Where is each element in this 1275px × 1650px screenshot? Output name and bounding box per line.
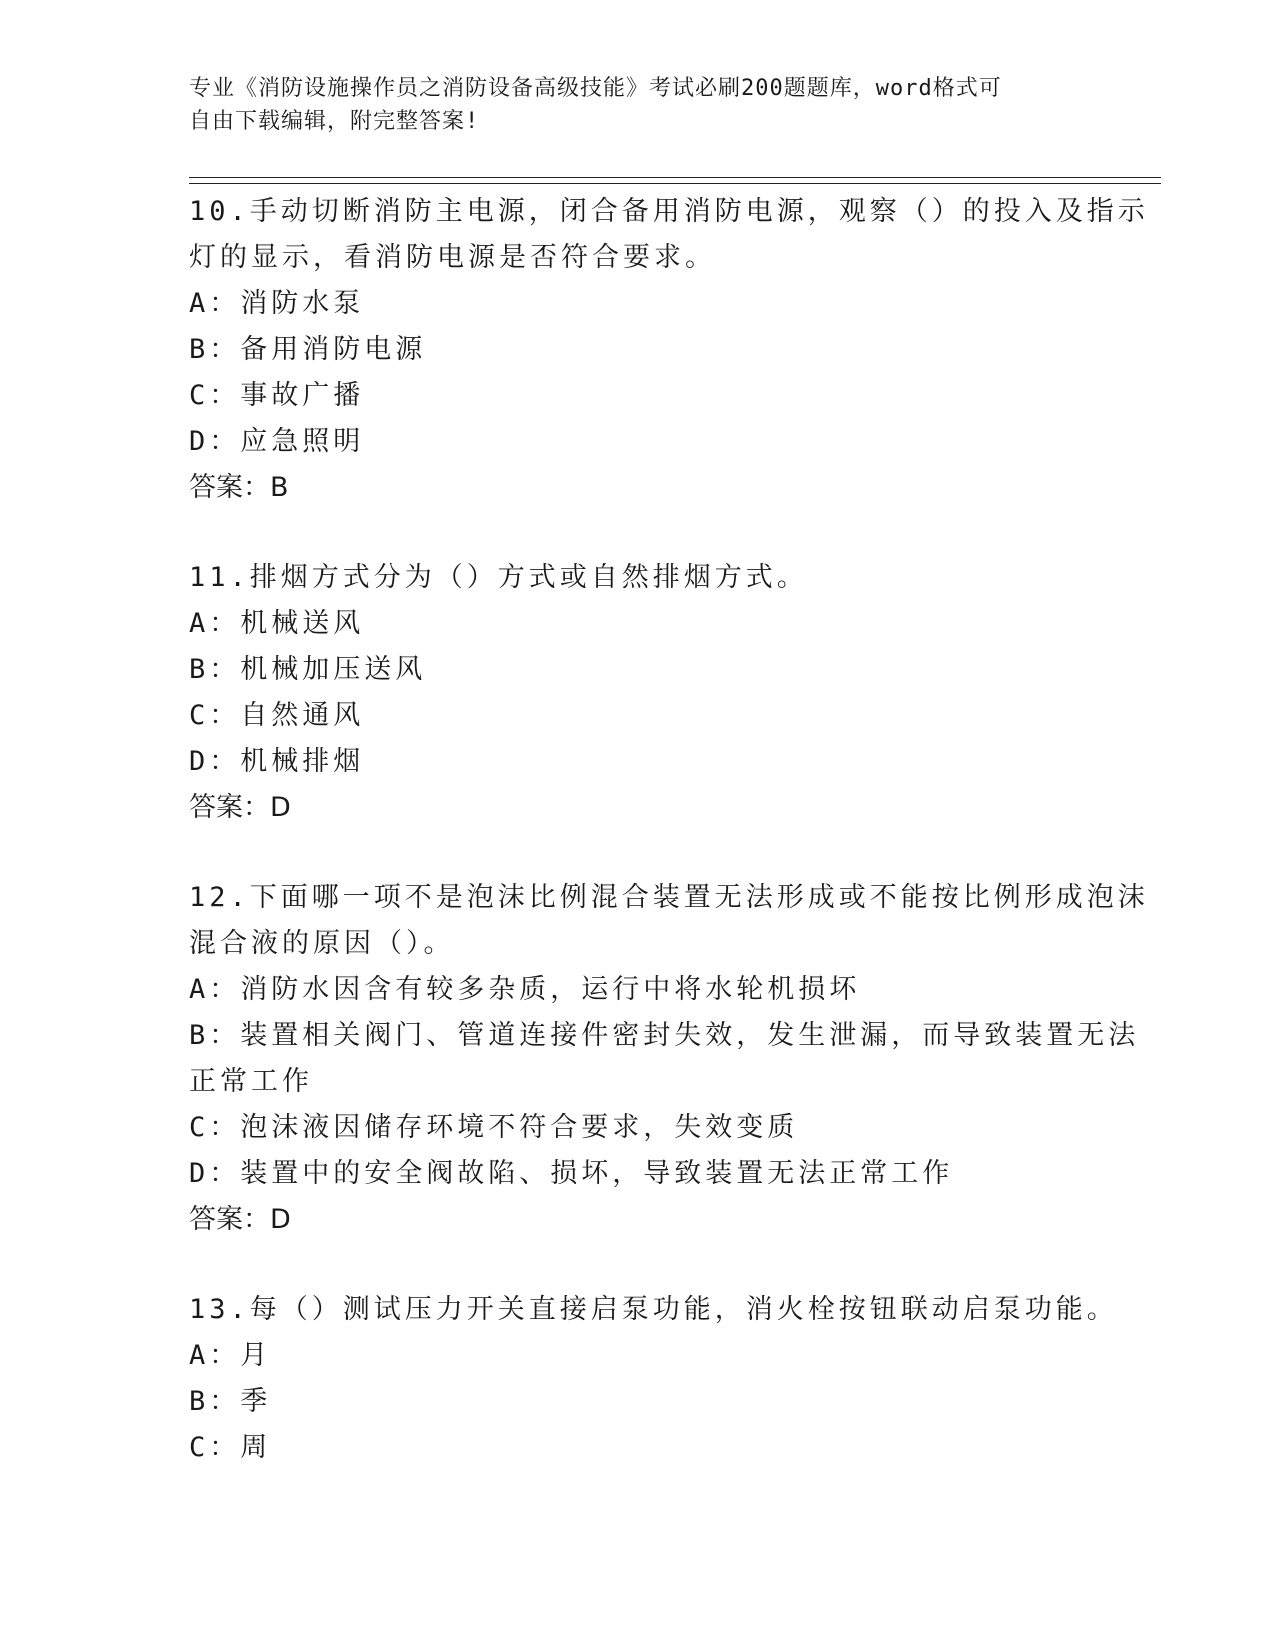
option-b-continued: 正常工作 [189, 1066, 313, 1097]
option-a: A：月 [189, 1340, 272, 1371]
option-a: A：消防水泵 [189, 288, 365, 319]
option-a: A：机械送风 [189, 608, 365, 639]
question-10 [189, 189, 1149, 511]
answer-text: 答案：D [189, 792, 291, 823]
option-d: D：应急照明 [189, 426, 365, 457]
question-stem: 11.排烟方式分为（）方式或自然排烟方式。 [189, 562, 808, 593]
header-line-1: 专业《消防设施操作员之消防设备高级技能》考试必刷200题题库，word格式可 [189, 76, 1002, 101]
question-stem: 灯的显示，看消防电源是否符合要求。 [189, 242, 716, 273]
question-stem: 12.下面哪一项不是泡沫比例混合装置无法形成或不能按比例形成泡沫 [189, 882, 1149, 913]
option-c: C：自然通风 [189, 700, 365, 731]
option-c: C：事故广播 [189, 380, 365, 411]
question-11 [189, 555, 1089, 831]
header-line-2: 自由下载编辑，附完整答案! [189, 109, 480, 134]
question-stem: 13.每（）测试压力开关直接启泵功能，消火栓按钮联动启泵功能。 [189, 1294, 1118, 1325]
question-13 [189, 1287, 1118, 1471]
question-list [189, 189, 1149, 1515]
answer-text: 答案：B [189, 472, 289, 503]
answer-text: 答案：D [189, 1204, 291, 1235]
header-divider-top [189, 177, 1161, 178]
question-12 [189, 875, 1149, 1243]
option-b: B：机械加压送风 [189, 654, 427, 685]
header-divider-bottom [189, 183, 1161, 184]
question-stem: 混合液的原因（）。 [189, 928, 455, 959]
option-b: B：季 [189, 1386, 272, 1417]
option-a: A：消防水因含有较多杂质，运行中将水轮机损坏 [189, 974, 861, 1005]
question-stem: 10.手动切断消防主电源，闭合备用消防电源，观察（）的投入及指示 [189, 196, 1149, 227]
option-d: D：机械排烟 [189, 746, 365, 777]
option-b: B：备用消防电源 [189, 334, 427, 365]
option-c: C：泡沫液因储存环境不符合要求，失效变质 [189, 1112, 799, 1143]
option-d: D：装置中的安全阀故陷、损坏，导致装置无法正常工作 [189, 1158, 954, 1189]
option-b: B：装置相关阀门、管道连接件密封失效，发生泄漏，而导致装置无法 [189, 1020, 1140, 1051]
option-c: C：周 [189, 1432, 272, 1463]
document-header [189, 72, 1089, 138]
